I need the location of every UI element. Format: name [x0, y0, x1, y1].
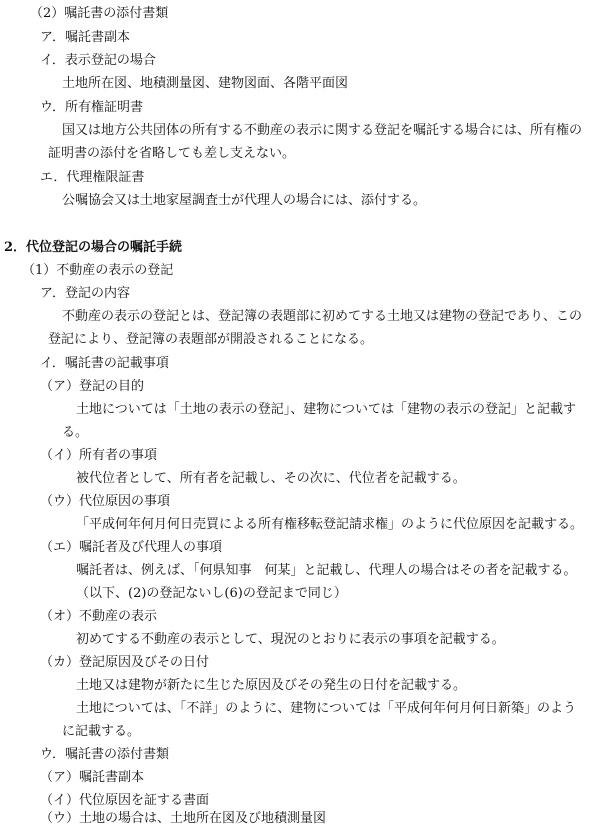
- sub-item-o-property: （オ）不動産の表示: [40, 609, 158, 624]
- body-text: 土地については「土地の表示の登記」、建物については「建物の表示の登記」と記載す: [76, 402, 576, 417]
- sub-item-a-purpose: （ア）登記の目的: [40, 379, 145, 394]
- body-text: 証明書の添付を省略しても差し支えない。: [48, 146, 296, 161]
- body-text: 国又は地方公共団体の所有する不動産の表示に関する登記を嘱託する場合には、所有権の: [62, 123, 583, 138]
- body-text: 「平成何年何月何日売買による所有権移転登記請求権」のように代位原因を記載する。: [76, 517, 584, 532]
- body-text: に記載する。: [62, 724, 141, 739]
- body-text: 不動産の表示の登記とは、登記簿の表題部に初めてする土地又は建物の登記であり、この: [62, 309, 583, 324]
- body-text: 嘱託者は、例えば、「何県知事 何某」と記載し、代理人の場合はその者を記載する。: [76, 563, 577, 578]
- body-text: 土地又は建物が新たに生じた原因及びその発生の日付を記載する。: [76, 678, 467, 693]
- body-text: 被代位者として、所有者を記載し、その次に、代位者を記載する。: [76, 471, 466, 486]
- body-text: る。: [62, 425, 89, 440]
- item-i-entries: イ．嘱託書の記載事項: [40, 356, 169, 371]
- sub-item-u-subrogation: （ウ）代位原因の事項: [40, 494, 171, 509]
- sub-item-i-owner: （イ）所有者の事項: [40, 448, 158, 463]
- sub-item-i-proof: （イ）代位原因を証する書面: [40, 793, 210, 808]
- body-text: 公嘱協会又は土地家屋調査士が代理人の場合には、添付する。: [62, 193, 427, 208]
- body-text: 土地所在図、地積測量図、建物図面、各階平面図: [62, 76, 349, 91]
- item-u-attachments: ウ．嘱託書の添付書類: [40, 747, 169, 762]
- body-text: （以下、(2)の登記ないし(6)の登記まで同じ）: [76, 586, 347, 601]
- sub-item-ka-cause-date: （カ）登記原因及びその日付: [40, 655, 210, 670]
- item-u-ownership-cert: ウ．所有権証明書: [40, 100, 143, 115]
- sub-item-a-copy: （ア）嘱託書副本: [40, 770, 145, 785]
- section-heading-2: 2．代位登記の場合の嘱託手続: [4, 240, 183, 255]
- item-a-copy: ア．嘱託書副本: [40, 30, 130, 45]
- body-text: 土地については、「不詳」のように、建物については「平成何年何月何日新築」のよう: [76, 701, 576, 716]
- sub-item-e-commissioner: （エ）嘱託者及び代理人の事項: [40, 540, 223, 555]
- item-a-content: ア．登記の内容: [40, 286, 130, 301]
- item-i-display-registration: イ．表示登記の場合: [40, 53, 156, 68]
- sub-item-u-land-docs: （ウ）土地の場合は、土地所在図及び地積測量図: [40, 811, 327, 826]
- heading-attachments: （2）嘱託書の添付書類: [30, 6, 169, 21]
- subsection-heading-1: （1）不動産の表示の登記: [22, 263, 174, 278]
- body-text: 初めてする不動産の表示として、現況のとおりに表示の事項を記載する。: [76, 632, 505, 647]
- item-e-proxy-cert: エ．代理権限証書: [40, 170, 145, 185]
- body-text: 登記により、登記簿の表題部が開設されることになる。: [48, 332, 374, 347]
